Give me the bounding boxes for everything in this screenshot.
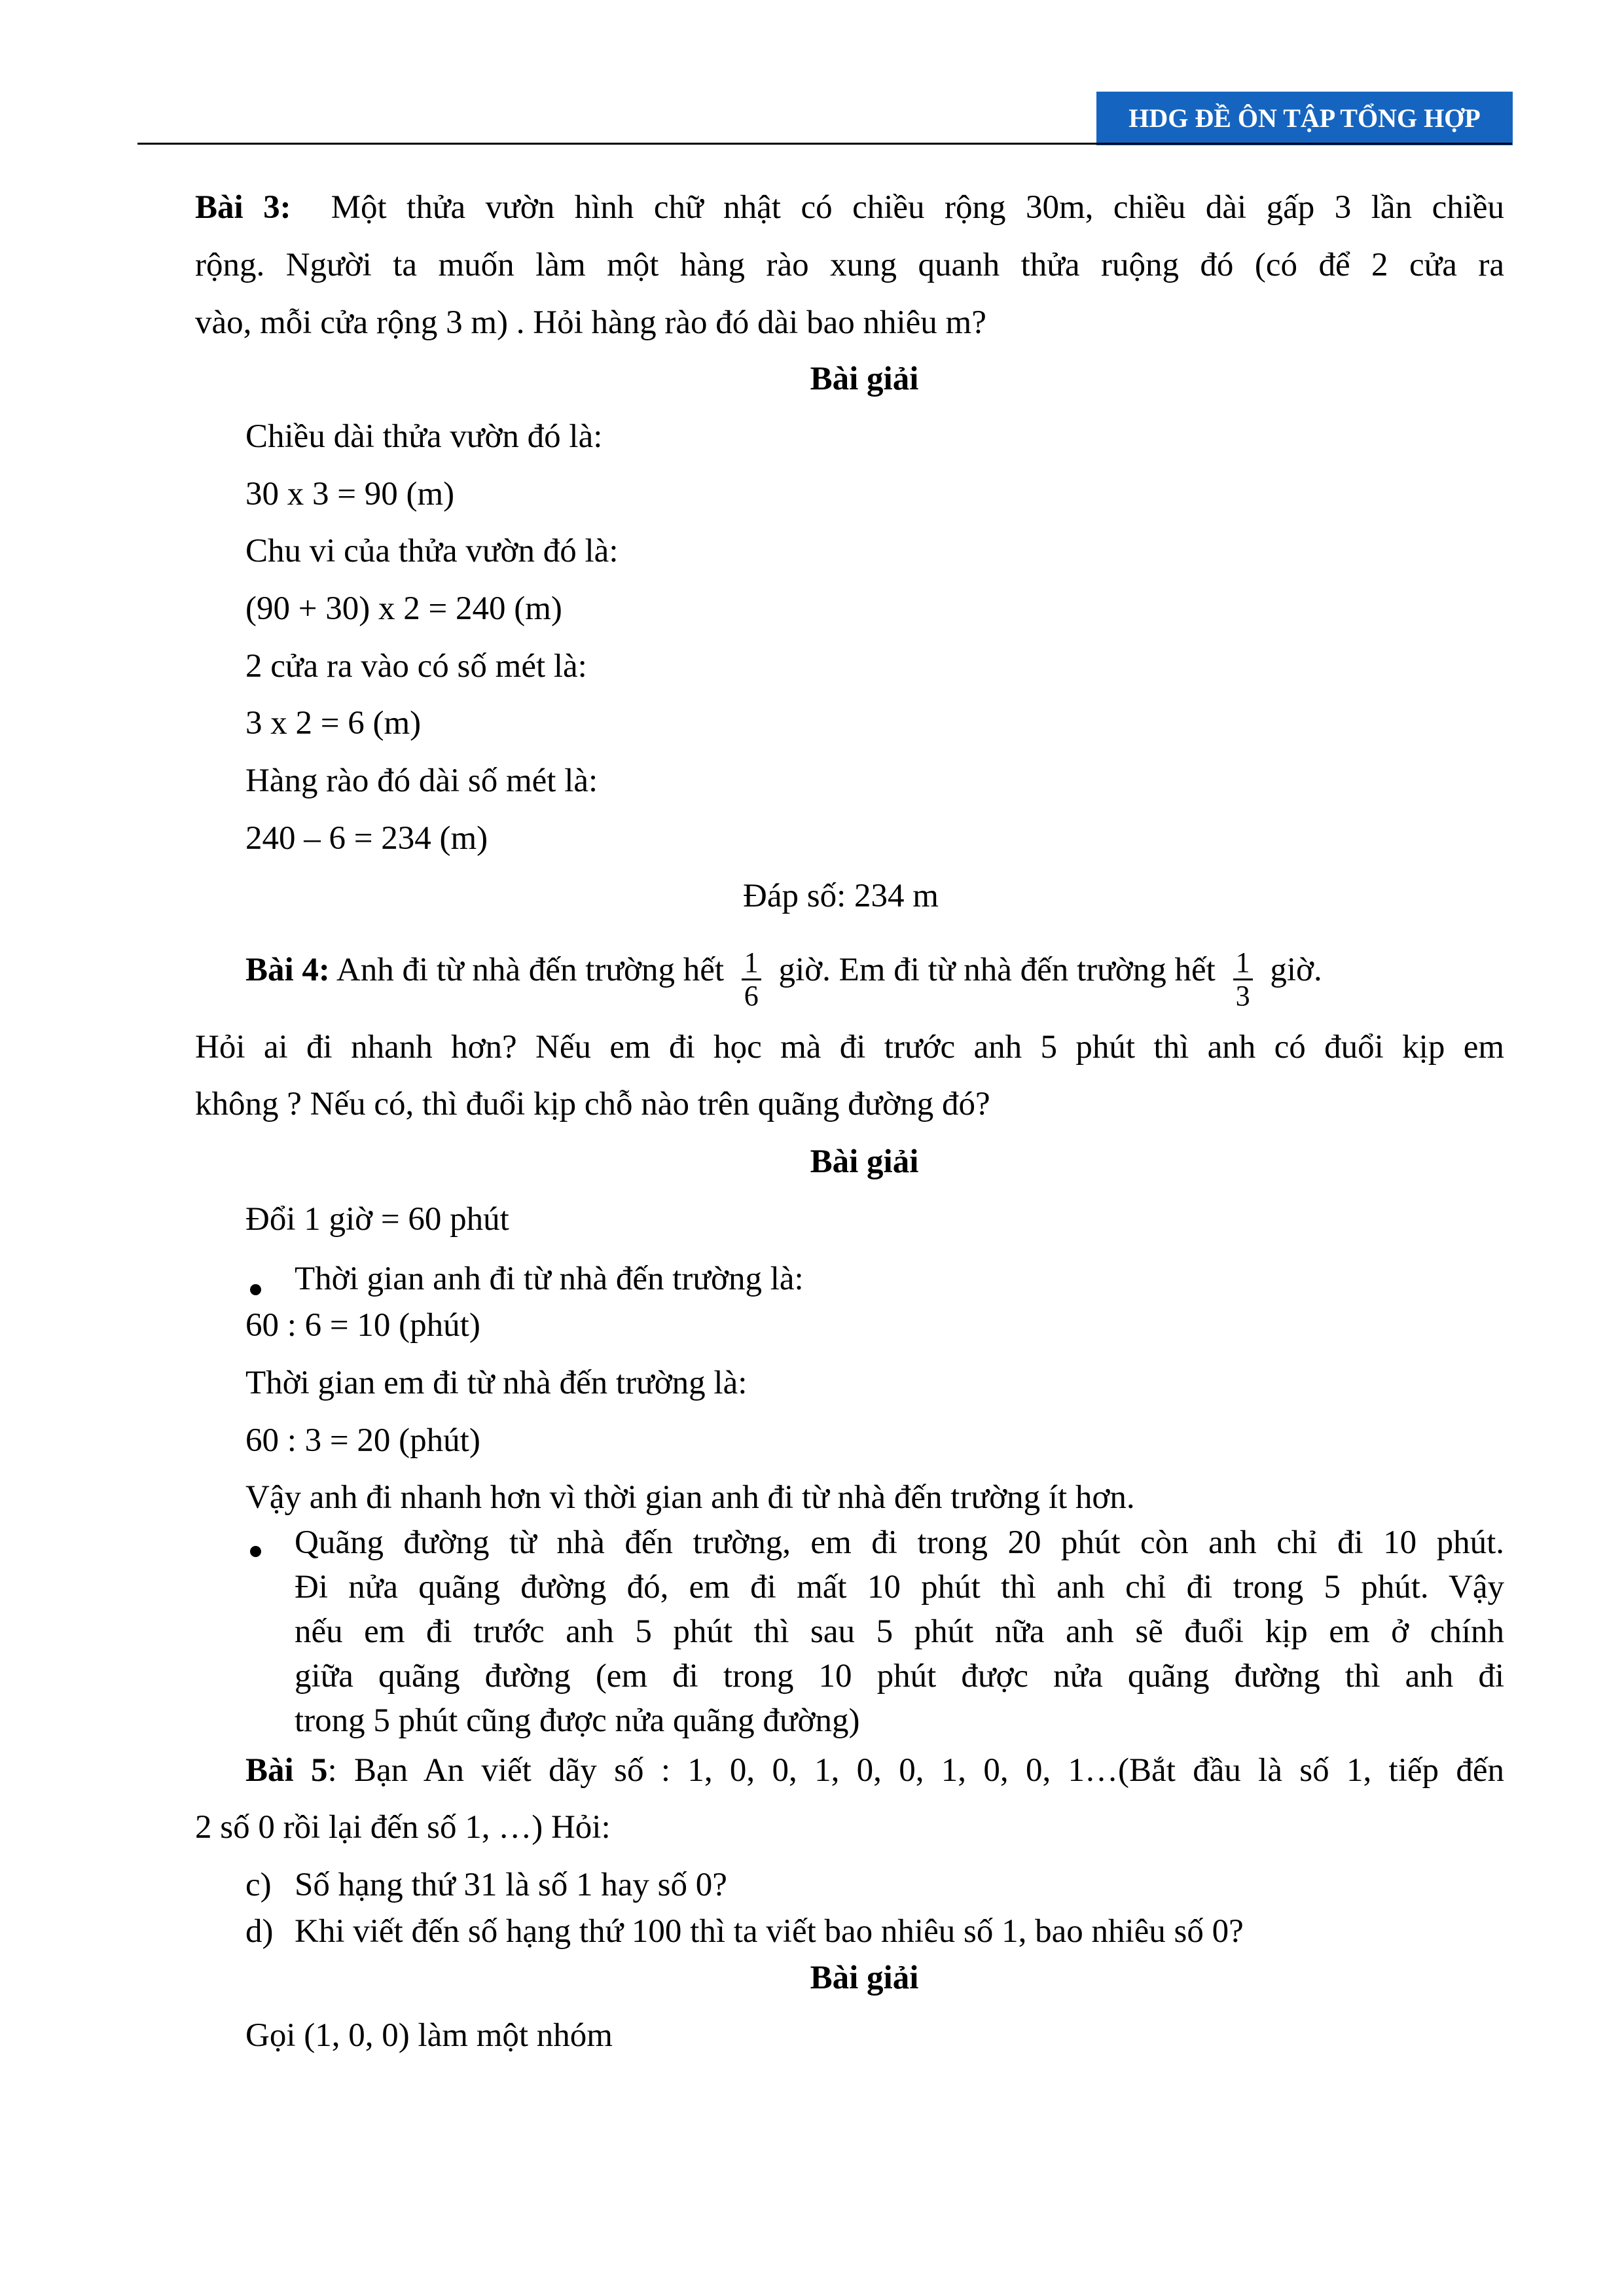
- bai4-solution-title: Bài giải: [810, 1143, 919, 1180]
- bai4-bullet2-line: trong 5 phút cũng được nửa quãng đường): [295, 1702, 860, 1739]
- bai5-item-c-text: Số hạng thứ 31 là số 1 hay số 0?: [295, 1867, 727, 1903]
- list-marker: c): [245, 1867, 272, 1903]
- bai4-bullet2: [295, 1520, 1504, 1743]
- bai4-label: Bài 4:: [245, 952, 330, 989]
- bai3-step: Chiều dài thửa vườn đó là:: [245, 418, 603, 455]
- bai4-bullet2-line: giữa quãng đường (em đi trong 10 phút được nửa quãng đường thì anh đi: [295, 1658, 1504, 1695]
- bai3-step: 3 x 2 = 6 (m): [245, 705, 422, 742]
- fraction-numerator: 1: [1233, 947, 1253, 980]
- bai3-label: Bài 3:: [195, 189, 291, 226]
- bai3-answer: Đáp số: 234 m: [743, 878, 939, 914]
- bai5-step1: Gọi (1, 0, 0) làm một nhóm: [245, 2017, 613, 2054]
- bai4-bullet2-line: Quãng đường từ nhà đến trường, em đi trong 20 phút còn anh chỉ đi 10 phút.: [295, 1524, 1504, 1561]
- bai4-step2: Thời gian em đi từ nhà đến trường là:: [245, 1365, 748, 1401]
- bai4-calc1: 60 : 6 = 10 (phút): [245, 1307, 480, 1344]
- bai4-bullet2-line: Đi nửa quãng đường đó, em đi mất 10 phút thì anh chỉ đi trong 5 phút. Vậy: [295, 1569, 1504, 1605]
- bai5-line2: 2 số 0 rồi lại đến số 1, …) Hỏi:: [195, 1809, 611, 1846]
- header-rule: [137, 143, 1512, 145]
- fraction-one-third: [1233, 947, 1253, 1012]
- bai3-step: 2 cửa ra vào có số mét là:: [245, 648, 587, 685]
- bai4-bullet1: Thời gian anh đi từ nhà đến trường là:: [295, 1261, 804, 1297]
- fraction-denominator: 6: [744, 980, 759, 1012]
- bai3-solution-title: Bài giải: [810, 361, 919, 397]
- bai4-conclusion: Vậy anh đi nhanh hơn vì thời gian anh đi từ nhà đến trường ít hơn.: [245, 1479, 1135, 1516]
- bai3-step: Hàng rào đó dài số mét là:: [245, 762, 598, 799]
- bai3-text1: Một thửa vườn hình chữ nhật có chiều rộng 30m, chiều dài gấp 3 lần chiều: [331, 189, 1505, 226]
- bai4-text-c: giờ.: [1270, 952, 1322, 989]
- bai5-item-d: [245, 1912, 1244, 1951]
- bai4-line2: Hỏi ai đi nhanh hơn? Nếu em đi học mà đi trước anh 5 phút thì anh có đuổi kịp em: [195, 1029, 1504, 1066]
- bai5-solution-title: Bài giải: [810, 1960, 919, 1996]
- bai5-label: Bài 5: [245, 1752, 328, 1789]
- bai4-text-b: giờ. Em đi từ nhà đến trường hết: [778, 952, 1216, 989]
- bai3-line3: vào, mỗi cửa rộng 3 m) . Hỏi hàng rào đó dài bao nhiêu m?: [195, 304, 986, 341]
- header-badge: HDG ĐỀ ÔN TẬP TỔNG HỢP: [1096, 92, 1513, 145]
- bai3-step: 30 x 3 = 90 (m): [245, 476, 455, 512]
- bai4-line3: không ? Nếu có, thì đuổi kịp chỗ nào trên quãng đường đó?: [195, 1086, 990, 1122]
- bai4-text-a: Anh đi từ nhà đến trường hết: [336, 952, 725, 989]
- bai5-item-d-text: Khi viết đến số hạng thứ 100 thì ta viết bao nhiêu số 1, bao nhiêu số 0?: [295, 1913, 1244, 1950]
- bai3-step: (90 + 30) x 2 = 240 (m): [245, 590, 562, 627]
- bai4-bullet2-line: nếu em đi trước anh 5 phút thì sau 5 phút nữa anh sẽ đuổi kịp em ở chính: [295, 1613, 1504, 1650]
- bai5-text1: : Bạn An viết dãy số : 1, 0, 0, 1, 0, 0, 1, 0, 0, 1…(Bắt đầu là số 1, tiếp đến: [327, 1752, 1504, 1789]
- bai3-step: 240 – 6 = 234 (m): [245, 820, 488, 857]
- bai4-convert: Đổi 1 giờ = 60 phút: [245, 1201, 509, 1238]
- fraction-denominator: 3: [1235, 980, 1250, 1012]
- list-marker: d): [245, 1913, 274, 1950]
- bai4-calc2: 60 : 3 = 20 (phút): [245, 1422, 480, 1459]
- fraction-one-sixth: [742, 947, 761, 1012]
- bai3-line2: rộng. Người ta muốn làm một hàng rào xung quanh thửa ruộng đó (có để 2 cửa ra: [195, 247, 1504, 283]
- bai5-item-c: [245, 1865, 727, 1905]
- bai5-line1: [245, 1751, 1504, 1790]
- bai3-step: Chu vi của thửa vườn đó là:: [245, 533, 619, 569]
- fraction-numerator: 1: [742, 947, 761, 980]
- bai4-line1: [245, 941, 1322, 1012]
- bai3-line1: [195, 188, 1504, 227]
- bullet-icon: [250, 1284, 261, 1295]
- bullet-icon: [250, 1546, 261, 1557]
